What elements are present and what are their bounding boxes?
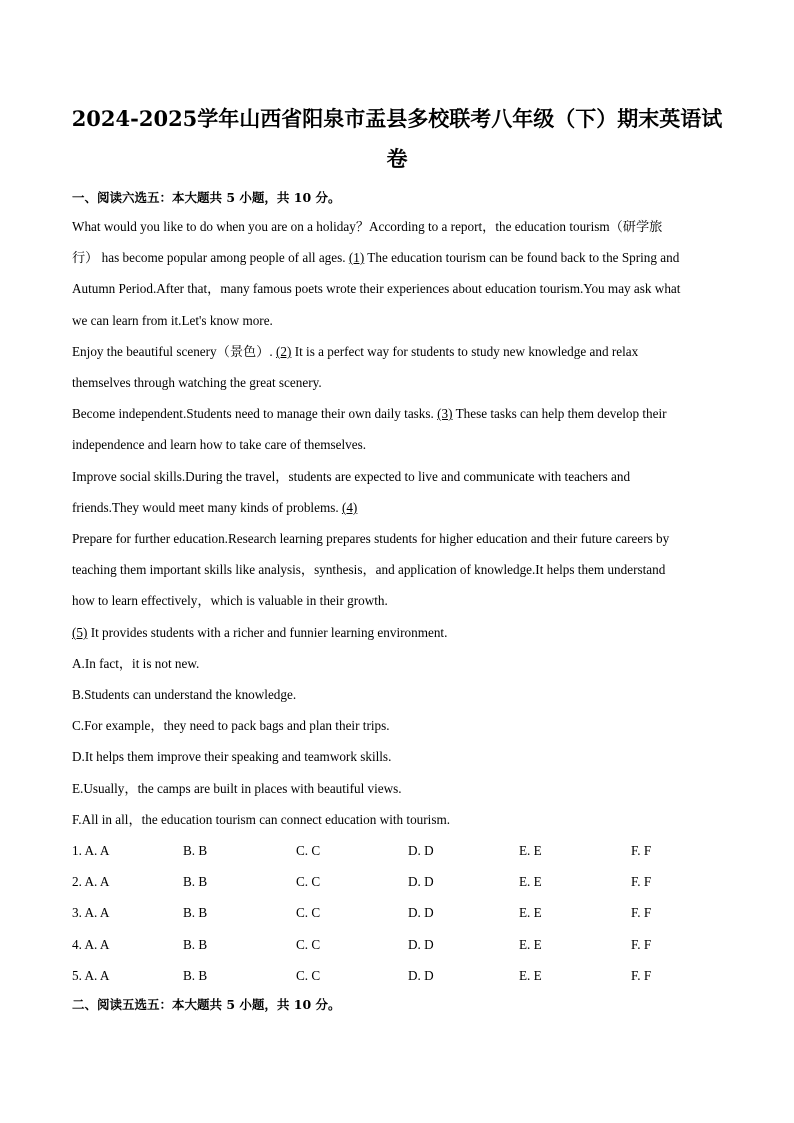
answer-option-e[interactable]: E. E — [519, 874, 542, 889]
answer-option-d[interactable]: D. D — [408, 968, 434, 983]
answer-option-b[interactable]: B. B — [183, 968, 208, 983]
answer-row — [72, 843, 722, 859]
section-1-header: 一、阅读六选五：本大题共 5 小题，共 10 分。 — [72, 190, 341, 205]
choice-d: D.It helps them improve their speaking and teamwork skills. — [72, 749, 392, 764]
blank-2: (2) — [276, 344, 292, 359]
passage-line: Autumn Period.After that，many famous poets wrote their experiences about education tourism.You may ask what — [72, 281, 681, 296]
passage-text: friends.They would meet many kinds of problems. — [72, 500, 342, 515]
answer-option-d[interactable]: D. D — [408, 843, 434, 858]
answer-option-d[interactable]: D. D — [408, 905, 434, 920]
section-2-header: 二、阅读五选五：本大题共 5 小题，共 10 分。 — [72, 997, 341, 1012]
answer-option-f[interactable]: F. F — [631, 843, 652, 858]
passage-text: 行） has become popular among people of all ages. — [72, 250, 349, 265]
blank-4: (4) — [341, 500, 358, 515]
answer-option-b[interactable]: B. B — [183, 843, 208, 858]
choice-a: A.In fact，it is not new. — [72, 656, 200, 671]
exam-title-line-2: 卷 — [386, 146, 408, 171]
answer-option-f[interactable]: F. F — [631, 937, 652, 952]
answer-option-a[interactable]: 3. A. A — [72, 905, 110, 920]
passage-line — [72, 406, 667, 422]
answer-option-a[interactable]: 5. A. A — [72, 968, 110, 983]
passage-line: Prepare for further education.Research learning prepares students for higher education and their future careers by — [72, 531, 670, 546]
choice-f: F.All in all，the education tourism can connect education with tourism. — [72, 812, 450, 827]
passage-line — [72, 250, 679, 266]
answer-option-e[interactable]: E. E — [519, 937, 542, 952]
answer-option-b[interactable]: B. B — [183, 937, 208, 952]
answer-option-f[interactable]: F. F — [631, 905, 652, 920]
passage-text: Become independent.Students need to manage their own daily tasks. — [72, 406, 438, 421]
answer-option-c[interactable]: C. C — [296, 937, 321, 952]
answer-option-d[interactable]: D. D — [408, 937, 434, 952]
passage-line — [72, 344, 638, 360]
passage-text: The education tourism can be found back to the Spring and — [364, 250, 680, 265]
passage-line — [72, 500, 357, 516]
answer-row — [72, 968, 722, 984]
answer-option-c[interactable]: C. C — [296, 968, 321, 983]
exam-title-line-1: 2024-2025学年山西省阳泉市盂县多校联考八年级（下）期末英语试 — [71, 106, 723, 131]
passage-line: we can learn from it.Let's know more. — [72, 313, 273, 328]
answer-option-b[interactable]: B. B — [183, 874, 208, 889]
answer-option-d[interactable]: D. D — [408, 874, 434, 889]
answer-option-a[interactable]: 4. A. A — [72, 937, 110, 952]
passage-line: teaching them important skills like analysis，synthesis，and application of knowledge.It helps them understand — [72, 562, 666, 577]
passage-line: themselves through watching the great scenery. — [72, 375, 322, 390]
answer-row — [72, 905, 722, 921]
passage-line — [72, 625, 447, 641]
passage-text: It is a perfect way for students to study new knowledge and relax — [291, 344, 639, 359]
answer-row — [72, 874, 722, 890]
choice-e: E.Usually，the camps are built in places with beautiful views. — [72, 781, 402, 796]
passage-line: Improve social skills.During the travel，students are expected to live and communicate with teachers and — [72, 469, 631, 484]
choice-b: B.Students can understand the knowledge. — [72, 687, 297, 702]
passage-text: Enjoy the beautiful scenery（景色）. — [72, 344, 276, 359]
answer-option-e[interactable]: E. E — [519, 843, 542, 858]
answer-option-f[interactable]: F. F — [631, 874, 652, 889]
answer-option-e[interactable]: E. E — [519, 968, 542, 983]
blank-5: (5) — [72, 625, 88, 640]
answer-option-c[interactable]: C. C — [296, 843, 321, 858]
answer-option-e[interactable]: E. E — [519, 905, 542, 920]
passage-text: These tasks can help them develop their — [452, 406, 667, 421]
answer-row — [72, 937, 722, 953]
passage-text: It provides students with a richer and funnier learning environment. — [87, 625, 448, 640]
answer-option-a[interactable]: 1. A. A — [72, 843, 110, 858]
answer-option-b[interactable]: B. B — [183, 905, 208, 920]
answer-option-f[interactable]: F. F — [631, 968, 652, 983]
answer-option-c[interactable]: C. C — [296, 874, 321, 889]
answer-option-a[interactable]: 2. A. A — [72, 874, 110, 889]
passage-line: how to learn effectively，which is valuable in their growth. — [72, 593, 388, 608]
blank-1: (1) — [348, 250, 365, 265]
answer-option-c[interactable]: C. C — [296, 905, 321, 920]
passage-line: What would you like to do when you are on a holiday？According to a report，the education tourism（研学旅 — [72, 219, 663, 234]
passage-line: independence and learn how to take care of themselves. — [72, 437, 367, 452]
choice-c: C.For example，they need to pack bags and plan their trips. — [72, 718, 390, 733]
blank-3: (3) — [437, 406, 453, 421]
